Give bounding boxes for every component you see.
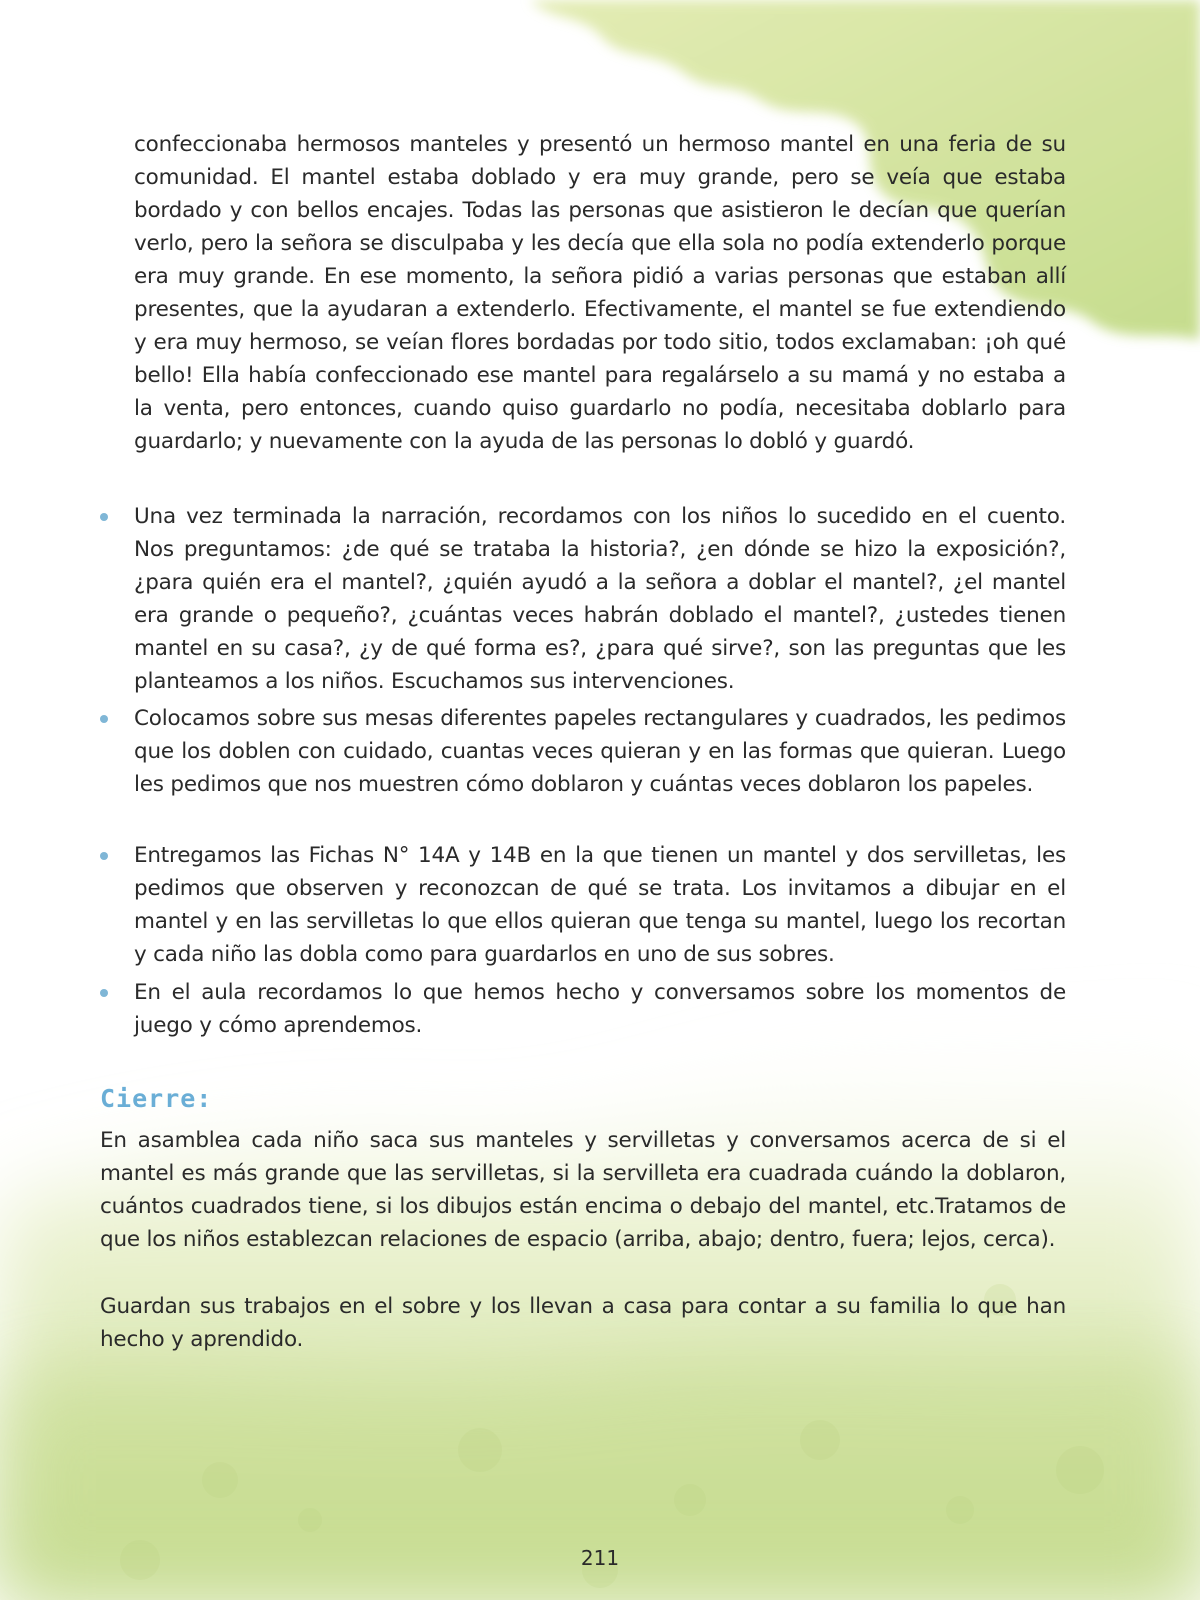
list-item [134,500,1066,698]
list-item [134,839,1066,971]
bullet-icon [100,852,108,860]
list-item [134,976,1066,1042]
list-item-text: Una vez terminada la narración, recordamos con los niños lo sucedido en el cuento. Nos preguntamos: ¿de qué se trataba la historia?, ¿en dónde se hizo la exposición?, ¿para quién era el mantel?, ¿quién ayudó a la señora a doblar el mantel?, ¿el mantel era grande o pequeño?, ¿cuántas veces habrán doblado el mantel?, ¿ustedes tienen mantel en su casa?, ¿y de qué forma es?, ¿para qué sirve?, son las preguntas que les planteamos a los niños. Escuchamos sus intervenciones. [134,504,1066,694]
list-item-text: En el aula recordamos lo que hemos hecho y conversamos sobre los momentos de juego y cómo aprendemos. [134,980,1066,1038]
page-number: 211 [580,1546,620,1570]
continuation-paragraph: confeccionaba hermosos manteles y presentó un hermoso mantel en una feria de su comunidad. El mantel estaba doblado y era muy grande, pero se veía que estaba bordado y con bellos encajes. Todas las personas que asistieron le decían que querían verlo, pero la señora se disculpaba y les decía que ella sola no podía extenderlo porque era muy grande. En ese momento, la señora pidió a varias personas que estaban allí presentes, que la ayudaran a extenderlo. Efectivamente, el mantel se fue extendiendo y era muy hermoso, se veían flores bordadas por todo sitio, todos exclamaban: ¡oh qué bello! Ella había confeccionado ese mantel para regalárselo a su mamá y no estaba a la venta, pero entonces, cuando quiso guardarlo no podía, necesitaba doblarlo para guardarlo; y nuevamente con la ayuda de las personas lo dobló y guardó. [134,132,1066,454]
cierre-paragraph: Guardan sus trabajos en el sobre y los llevan a casa para contar a su familia lo que han hecho y aprendido. [100,1294,1066,1352]
list-item [134,702,1066,801]
bullet-icon [100,715,108,723]
list-item-text: Colocamos sobre sus mesas diferentes papeles rectangulares y cuadrados, les pedimos que los doblen con cuidado, cuantas veces quieran y en las formas que quieran. Luego les pedimos que nos muestren cómo doblaron y cuántas veces doblaron los papeles. [134,706,1066,797]
section-heading-cierre: Cierre: [100,1084,213,1113]
bullet-icon [100,989,108,997]
list-item-text: Entregamos las Fichas N° 14A y 14B en la que tienen un mantel y dos servilletas, les pedimos que observen y reconozcan de qué se trata. Los invitamos a dibujar en el mantel y en las servilletas lo que ellos quieran que tenga su mantel, luego los recortan y cada niño las dobla como para guardarlos en uno de sus sobres. [134,843,1066,967]
cierre-paragraph: En asamblea cada niño saca sus manteles y servilletas y conversamos acerca de si el mantel es más grande que las servilletas, si la servilleta era cuadrada cuándo la doblaron, cuántos cuadrados tiene, si los dibujos están encima o debajo del mantel, etc.Tratamos de que los niños establezcan relaciones de espacio (arriba, abajo; dentro, fuera; lejos, cerca). [100,1128,1066,1252]
bullet-icon [100,513,108,521]
